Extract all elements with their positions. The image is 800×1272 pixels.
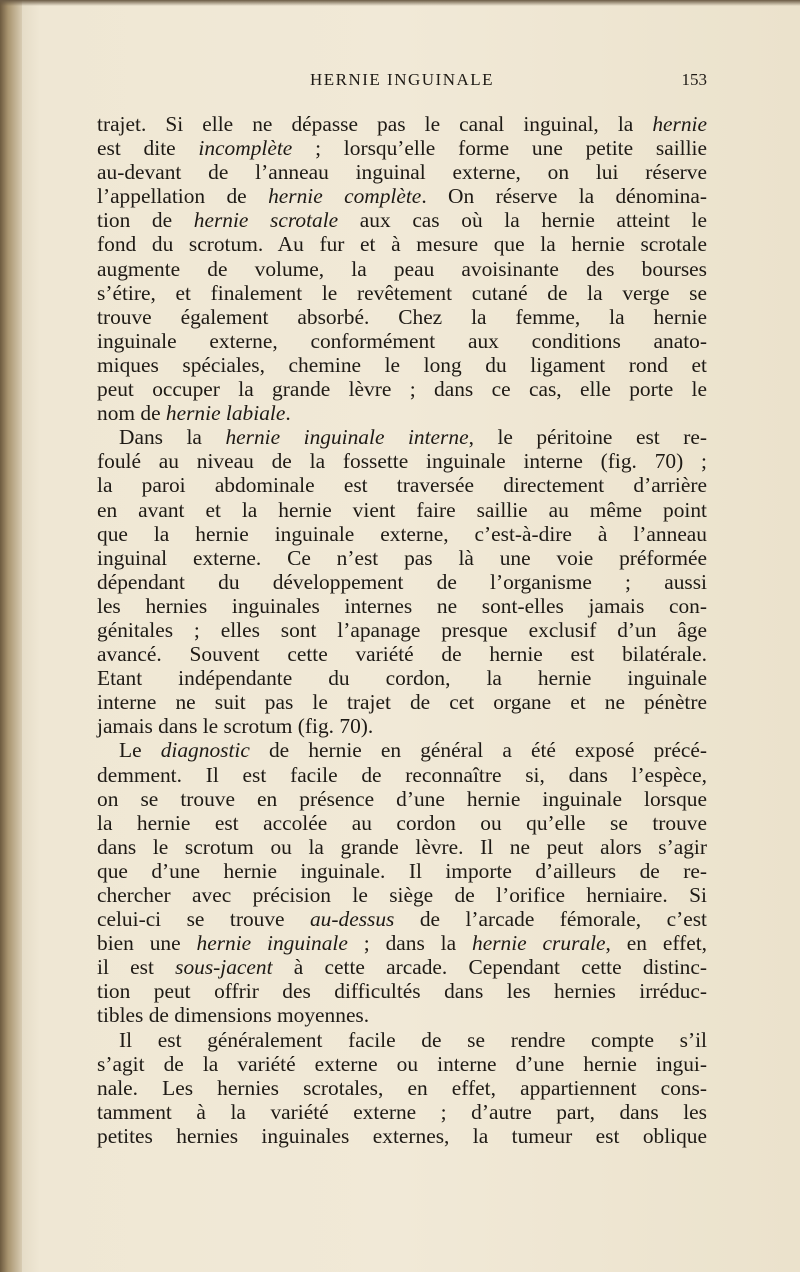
text-line [97,1003,707,1027]
text-line [97,184,707,208]
text-segment: dépendant du développement de l’organisme ; aussi [97,569,707,594]
text-line [97,811,707,835]
text-segment: Le [119,738,161,763]
text-segment: tamment à la variété externe ; d’autre part, dans les [97,1099,707,1124]
text-segment: il est [97,955,176,980]
text-segment: que la hernie inguinale externe, c’est-à-dire à l’anneau [97,521,707,546]
text-segment: Etant indépendante du cordon, la hernie inguinale [97,666,707,691]
text-segment: Il est généralement facile de se rendre compte s’il [119,1027,707,1052]
text-segment: tion peut offrir des difficultés dans les hernies irréduc- [97,979,707,1004]
text-line [97,1124,707,1148]
text-line [97,570,707,594]
text-line [97,449,707,473]
text-line [97,979,707,1003]
text-segment: fond du scrotum. Au fur et à mesure que la hernie scrotale [97,232,707,257]
text-segment: chercher avec précision le siège de l’orifice herniaire. Si [97,883,707,907]
text-segment: ; lorsqu’elle forme une petite saillie [292,136,707,161]
italic-term: diagnostic [160,738,250,763]
text-segment: à cette arcade. Cependant cette distinc- [272,955,707,980]
text-segment: génitales ; elles sont l’apanage presque exclusif d’un âge [97,617,707,642]
text-line [97,955,707,979]
text-segment: de l’arcade fémorale, c’est [394,907,707,932]
body-text [97,112,707,1148]
text-line [97,690,707,714]
text-segment: inguinale externe, conformément aux conditions anato- [97,328,707,353]
text-segment: la paroi abdominale est traversée directement d’arrière [97,473,707,498]
text-segment: on se trouve en présence d’une hernie inguinale lorsque [97,786,707,811]
text-segment: au-devant de l’anneau inguinal externe, on lui réserve [97,160,707,185]
text-segment: ; dans la [347,931,473,956]
page-number: 153 [681,70,707,89]
text-line [97,305,707,329]
text-segment: demment. Il est facile de reconnaître si, dans l’espèce, [97,762,707,787]
text-line [97,498,707,522]
text-segment: peut occuper la grande lèvre ; dans ce cas, elle porte le [97,377,707,402]
text-segment: inguinal externe. Ce n’est pas là une voie préformée [97,545,707,570]
text-line [97,763,707,787]
page-top-edge [0,0,800,6]
text-line [97,1076,707,1100]
text-line [97,883,707,907]
text-segment: que d’une hernie inguinale. Il importe d’ailleurs de re- [97,858,707,883]
italic-term: hernie complète [268,184,422,209]
italic-term: au-dessus [309,907,395,932]
text-line [97,907,707,931]
text-segment: , le péritoine est re- [468,425,707,450]
text-segment: de hernie en général a été exposé précé- [249,738,707,763]
text-segment: , en effet, [605,931,707,956]
text-line [97,112,707,136]
text-line [97,232,707,256]
text-segment: tibles de dimensions moyennes. [97,1003,370,1028]
text-segment: aux cas où la hernie atteint le [338,208,707,233]
text-segment: jamais dans le scrotum (fig. 70). [97,714,374,739]
text-segment: . [285,401,291,426]
text-line [97,787,707,811]
text-segment: celui-ci se trouve [97,907,310,932]
italic-term: hernie scrotale [193,208,339,233]
text-line [97,208,707,232]
page-header [97,70,707,94]
text-segment: en avant et la hernie vient faire saillie au même point [97,497,707,522]
text-segment: trouve également absorbé. Chez la femme, la hernie [97,304,707,329]
running-title: HERNIE INGUINALE [309,70,495,89]
text-segment: avancé. Souvent cette variété de hernie est bilatérale. [97,642,707,667]
text-line [97,257,707,281]
text-segment: foulé au niveau de la fossette inguinale interne (fig. 70) ; [97,449,707,474]
text-segment: augmente de volume, la peau avoisinante des bourses [97,256,707,281]
book-binding-edge [0,0,22,1272]
text-segment: s’agit de la variété externe ou interne d’une hernie ingui- [97,1051,707,1076]
text-segment: nale. Les hernies scrotales, en effet, appartiennent cons- [97,1075,707,1100]
italic-term: hernie inguinale interne [225,425,469,450]
italic-term: sous-jacent [175,955,273,980]
italic-term: hernie crurale [472,931,606,956]
italic-term: hernie labiale [165,401,286,426]
text-line [97,281,707,305]
text-line [97,1052,707,1076]
text-segment: petites hernies inguinales externes, la tumeur est oblique [97,1123,707,1148]
text-line [97,931,707,955]
text-line [97,136,707,160]
text-segment: miques spéciales, chemine le long du ligament rond et [97,352,707,377]
text-segment: bien une [97,931,197,956]
text-line [97,353,707,377]
text-segment: dans le scrotum ou la grande lèvre. Il ne peut alors s’agir [97,834,707,859]
text-line [97,835,707,859]
text-line [97,1100,707,1124]
text-segment: la hernie est accolée au cordon ou qu’elle se trouve [97,810,707,835]
text-line [97,473,707,497]
text-segment: s’étire, et finalement le revêtement cutané de la verge se [97,280,707,305]
text-segment: nom de [97,401,166,426]
text-segment: interne ne suit pas le trajet de cet organe et ne pénètre [97,690,707,715]
text-line [97,425,707,449]
text-line [97,522,707,546]
text-segment: . On réserve la dénomina- [421,184,707,209]
text-line [97,401,707,425]
text-line [97,642,707,666]
text-segment: tion de [97,208,194,233]
text-line [97,546,707,570]
text-segment: les hernies inguinales internes ne sont-elles jamais con- [97,593,707,618]
text-line [97,1028,707,1052]
text-line [97,666,707,690]
italic-term: hernie [652,112,707,136]
text-segment: Dans la [119,425,226,450]
italic-term: hernie inguinale [196,931,348,956]
text-segment: trajet. Si elle ne dépasse pas le canal inguinal, la [97,112,653,136]
text-line [97,859,707,883]
text-segment: est dite [97,136,199,161]
text-line [97,594,707,618]
text-line [97,618,707,642]
text-line [97,377,707,401]
text-segment: l’appellation de [97,184,269,209]
text-line [97,738,707,762]
text-line [97,714,707,738]
text-line [97,160,707,184]
text-line [97,329,707,353]
italic-term: incomplète [198,136,293,161]
